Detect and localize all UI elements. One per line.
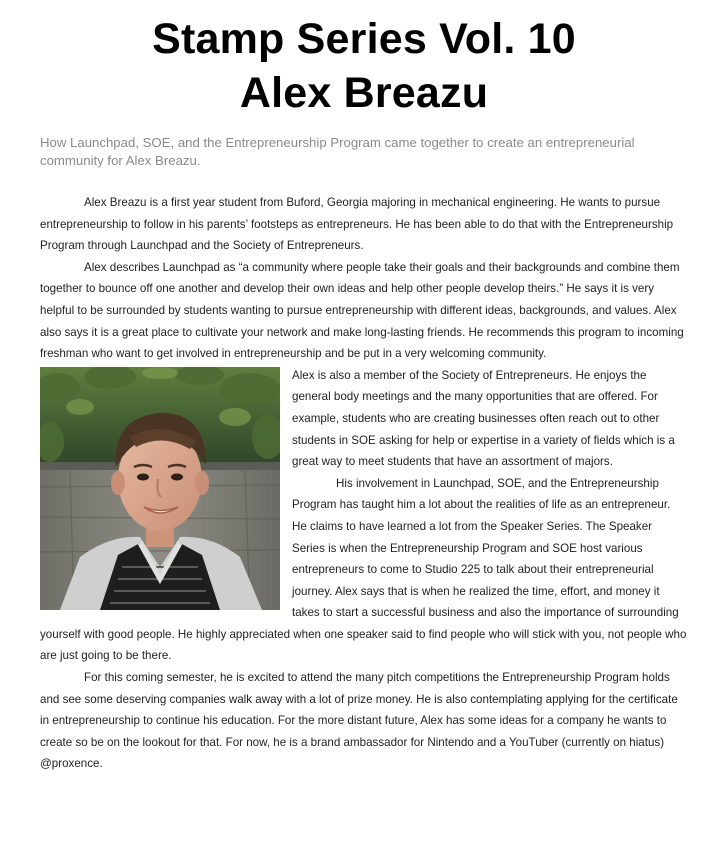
paragraph-3: Alex is also a member of the Society of Entrepreneurs. He enjoys the general body meetings and the many opportunities that are offered. For example, students who are creating businesses often reach out to other students in SOE asking for help or expertise in a variety of fields which is a great way to meet students that have an assortment of majors.	[292, 368, 675, 469]
paragraph-2	[40, 257, 688, 365]
title-line-2: Alex Breazu	[239, 69, 489, 117]
portrait-photo	[40, 367, 280, 610]
page	[40, 12, 688, 775]
paragraph-1: Alex Breazu is a first year student from Buford, Georgia majoring in mechanical engineering. He wants to pursue entrepreneurship to follow in his parents’ footsteps as entrepreneurs. He has been able to do that with the Entrepreneurship Program through Launchpad and the Society of Entrepreneurs.	[40, 196, 674, 253]
article-body	[40, 192, 688, 775]
subtitle: How Launchpad, SOE, and the Entrepreneurship Program came together to create an entrepreneurial community for Alex Breazu.	[40, 135, 635, 168]
title-line-1: Stamp Series Vol. 10	[152, 15, 576, 63]
paragraph-2-text: Alex describes Launchpad as “a community where people take their goals and their backgrounds and combine them together to bounce off one another and develop their own ideas and help other people develop theirs.” He says it is very helpful to be surrounded by students wanting to pursue entrepreneurship with different ideas, backgrounds, and values. Alex also says it is a great place to cultivate your network and make long-lasting friends. He recommends this program to incoming freshman who want to get involved in entrepreneurship and be put in a very welcoming community.	[40, 260, 684, 361]
paragraph-4: His involvement in Launchpad, SOE, and the Entrepreneurship Program has taught him a lot about the realities of life as an entrepreneur. He claims to have learned a lot from the Speaker Series. The Speaker Series is when the Entrepreneurship Program and SOE host various entrepreneurs to come to Studio 225 to talk about their entrepreneurial journey. Alex says that is when he realized the time, effort, and money it takes to start a successful business and also the importance of surrounding yourself with good people. He highly appreciated when one speaker said to find people who will stick with you, not people who are just going to be there.	[40, 476, 687, 663]
page-title	[40, 12, 688, 120]
portrait-illustration	[40, 367, 280, 610]
paragraph-5: For this coming semester, he is excited to attend the many pitch competitions the Entrepreneurship Program holds and see some deserving companies walk away with a lot of prize money. He is also contemplating applying for the certificate in entrepreneurship to continue his education. For the more distant future, Alex has some ideas for a company he wants to create so be on the lookout for that. For now, he is a brand ambassador for Nintendo and a YouTuber (currently on hiatus) @proxence.	[40, 671, 678, 771]
